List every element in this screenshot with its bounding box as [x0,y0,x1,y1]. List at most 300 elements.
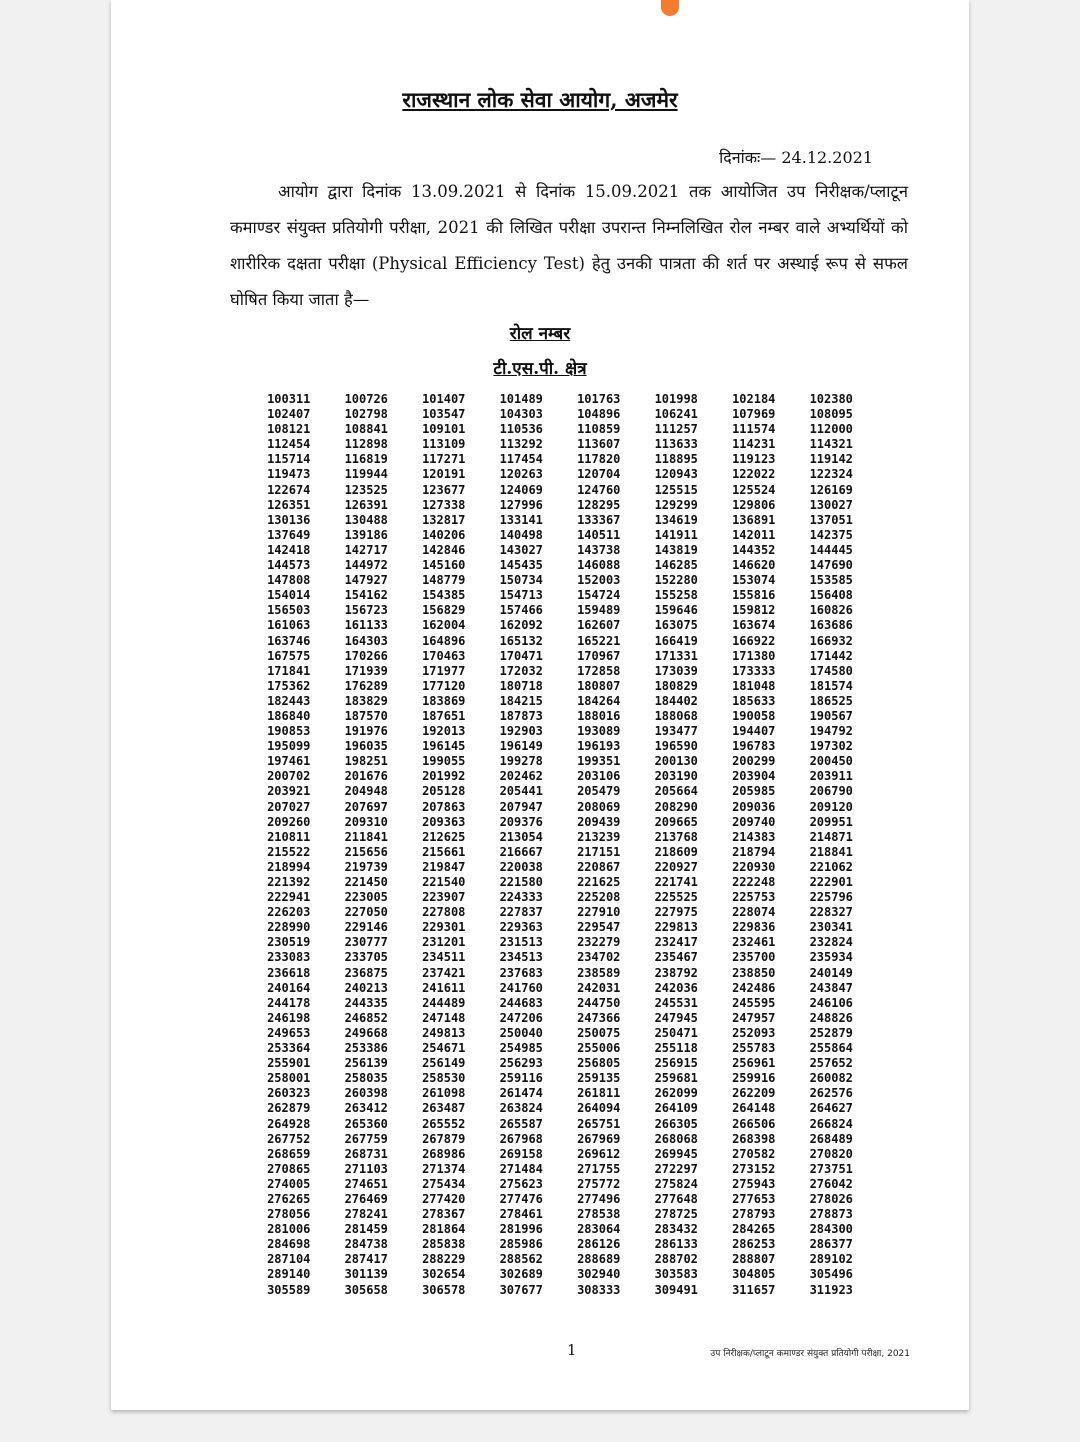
roll-number: 284698 [267,1237,311,1252]
roll-number: 281006 [267,1222,311,1237]
roll-number: 182443 [267,693,311,708]
roll-number: 237683 [499,965,543,980]
roll-number: 187651 [422,708,466,723]
roll-number: 244683 [499,995,543,1010]
roll-number: 176289 [344,678,388,693]
roll-number: 284738 [344,1237,388,1252]
roll-number: 197461 [267,754,311,769]
roll-number: 127996 [499,497,543,512]
roll-number: 230519 [267,935,311,950]
roll-number: 259116 [499,1071,543,1086]
roll-number: 273152 [732,1161,776,1176]
roll-number: 278538 [577,1207,621,1222]
roll-number: 221741 [654,875,698,889]
roll-row [250,784,870,799]
roll-number: 233705 [344,950,388,965]
roll-number: 205441 [499,784,543,799]
roll-number: 213239 [577,829,621,844]
roll-number: 117271 [422,452,466,467]
roll-number: 286377 [809,1237,853,1252]
roll-number: 227808 [422,905,466,920]
roll-number: 277496 [577,1191,621,1206]
roll-number: 192013 [422,724,466,739]
roll-number: 184402 [654,693,698,708]
roll-number: 306578 [422,1282,466,1297]
roll-number: 244178 [267,995,311,1010]
roll-number: 278026 [809,1191,853,1206]
roll-number: 159489 [577,603,621,618]
roll-number: 203106 [577,769,621,784]
roll-row [250,483,870,498]
roll-number: 236875 [344,965,388,980]
roll-number: 114231 [732,437,776,452]
roll-number: 268659 [267,1146,311,1161]
roll-number: 270582 [732,1146,776,1161]
roll-number: 242486 [732,980,776,995]
roll-number: 146285 [654,558,698,573]
roll-number: 163746 [267,633,311,648]
roll-number: 108121 [267,422,311,437]
roll-number: 225796 [809,890,853,905]
roll-row [250,920,870,935]
roll-number: 108095 [809,407,853,422]
notice-paragraph: आयोग द्वारा दिनांक 13.09.2021 से दिनांक 15.09.2021 तक आयोजित उप निरीक्षक/प्लाटून कमाण्डर संयुक्त प्रतियोगी परीक्षा, 2021 की लिखित परीक्षा उपरान्त निम्नलिखित रोल नम्बर वाले अभ्यर्थियों को शारीरिक दक्षता परीक्षा (Physical Efficiency Test) हेतु उनकी पात्रता की शर्त पर अस्थाई रूप से सफल घोषित किया जाता है— [230,182,908,309]
roll-number: 275943 [732,1176,776,1191]
roll-number: 272297 [654,1161,698,1176]
roll-number: 256293 [499,1056,543,1071]
roll-number: 227837 [499,905,543,920]
roll-number: 286133 [654,1237,698,1252]
roll-number: 261474 [499,1086,543,1101]
roll-number: 183829 [344,693,388,708]
roll-number: 111257 [654,422,698,437]
roll-number: 244335 [344,995,388,1010]
roll-number: 170463 [422,648,466,663]
roll-number: 221540 [422,875,466,889]
roll-number: 102380 [809,392,853,406]
roll-number: 147927 [344,573,388,588]
roll-row [250,452,870,467]
roll-number: 277476 [499,1191,543,1206]
roll-number: 199055 [422,754,466,769]
roll-number: 232461 [732,935,776,950]
roll-number: 232824 [809,935,853,950]
roll-row [250,769,870,784]
roll-number: 112000 [809,422,853,437]
roll-number: 122324 [809,467,853,482]
roll-number: 171977 [422,663,466,678]
roll-number: 154014 [267,588,311,603]
roll-number: 209363 [422,814,466,829]
roll-number: 209951 [809,814,853,829]
roll-number: 112454 [267,437,311,452]
roll-number: 196783 [732,739,776,754]
roll-number: 199351 [577,754,621,769]
roll-number: 102407 [267,407,311,422]
roll-number: 120704 [577,467,621,482]
roll-number: 164896 [422,633,466,648]
roll-row [250,905,870,920]
roll-row [250,754,870,769]
roll-number: 229836 [732,920,776,935]
roll-number: 231513 [499,935,543,950]
roll-number: 241760 [499,980,543,995]
roll-number: 224333 [499,890,543,905]
roll-number: 301139 [344,1267,388,1282]
roll-number: 265751 [577,1116,621,1131]
roll-number: 163075 [654,618,698,633]
roll-number: 200450 [809,754,853,769]
roll-number: 209036 [732,799,776,814]
roll-row [250,845,870,860]
roll-number: 262879 [267,1101,311,1116]
roll-number: 172032 [499,663,543,678]
roll-number: 222248 [732,875,776,889]
roll-number: 118895 [654,452,698,467]
roll-number: 128295 [577,497,621,512]
roll-number: 218609 [654,844,698,859]
roll-number: 181048 [732,678,776,693]
roll-number: 227975 [654,905,698,920]
roll-number: 259681 [654,1071,698,1086]
roll-number: 247945 [654,1010,698,1025]
roll-number: 256139 [344,1056,388,1071]
roll-number: 264928 [267,1116,311,1131]
roll-number: 305658 [344,1282,388,1297]
roll-row [250,573,870,588]
roll-number: 155258 [654,588,698,603]
roll-number: 253364 [267,1041,311,1056]
roll-number: 304805 [732,1267,776,1282]
roll-number: 266824 [809,1116,853,1131]
roll-number: 247957 [732,1010,776,1025]
roll-number: 213054 [499,829,543,844]
roll-number: 196145 [422,739,466,754]
roll-number: 198251 [344,754,388,769]
roll-number: 162004 [422,618,466,633]
roll-row [250,694,870,709]
roll-number: 271103 [344,1161,388,1176]
roll-number: 267969 [577,1131,621,1146]
roll-number: 171331 [654,648,698,663]
roll-number: 238589 [577,965,621,980]
roll-number: 225208 [577,890,621,905]
roll-number: 245531 [654,995,698,1010]
roll-number: 303583 [654,1267,698,1282]
roll-number: 216667 [499,844,543,859]
roll-number: 104896 [577,407,621,422]
roll-number: 278461 [499,1207,543,1222]
roll-number: 232417 [654,935,698,950]
roll-number: 115714 [267,452,311,467]
roll-number: 163674 [732,618,776,633]
roll-number: 238792 [654,965,698,980]
roll-number: 287417 [344,1252,388,1267]
roll-row [250,966,870,981]
roll-number: 119473 [267,467,311,482]
roll-number: 215661 [422,844,466,859]
roll-number: 284300 [809,1222,853,1237]
roll-number: 263824 [499,1101,543,1116]
roll-number: 276265 [267,1191,311,1206]
roll-number: 156829 [422,603,466,618]
roll-number: 122674 [267,482,311,497]
roll-number: 142717 [344,542,388,557]
roll-number: 133367 [577,512,621,527]
roll-number: 236618 [267,965,311,980]
roll-number: 289140 [267,1267,311,1282]
roll-number: 209120 [809,799,853,814]
roll-number: 227050 [344,905,388,920]
roll-number: 249668 [344,1025,388,1040]
roll-number: 140511 [577,527,621,542]
roll-number: 110859 [577,422,621,437]
roll-number: 237421 [422,965,466,980]
roll-number: 145435 [499,558,543,573]
roll-number: 120943 [654,467,698,482]
roll-number: 229547 [577,920,621,935]
roll-number: 175362 [267,678,311,693]
roll-number: 184215 [499,693,543,708]
roll-number: 101763 [577,392,621,406]
roll-number: 190058 [732,708,776,723]
roll-number: 166922 [732,633,776,648]
roll-number: 271755 [577,1161,621,1176]
roll-number: 142846 [422,542,466,557]
roll-number: 235700 [732,950,776,965]
roll-number: 244750 [577,995,621,1010]
roll-number: 165221 [577,633,621,648]
roll-row [250,1283,870,1298]
roll-number: 230341 [809,920,853,935]
roll-number: 234702 [577,950,621,965]
roll-number: 260082 [809,1071,853,1086]
roll-row [250,875,870,890]
roll-number: 249653 [267,1025,311,1040]
roll-number: 278725 [654,1207,698,1222]
roll-number: 285838 [422,1237,466,1252]
roll-row [250,437,870,452]
roll-number: 154162 [344,588,388,603]
roll-number: 180718 [499,678,543,693]
roll-number: 286126 [577,1237,621,1252]
roll-number: 266506 [732,1116,776,1131]
roll-number: 113292 [499,437,543,452]
roll-row [250,1056,870,1071]
roll-number: 144445 [809,542,853,557]
roll-number: 244489 [422,995,466,1010]
roll-number: 205128 [422,784,466,799]
roll-number: 247366 [577,1010,621,1025]
roll-number: 171380 [732,648,776,663]
roll-number: 142011 [732,527,776,542]
roll-number: 265360 [344,1116,388,1131]
roll-number: 288229 [422,1252,466,1267]
roll-number: 269158 [499,1146,543,1161]
roll-number: 309491 [654,1282,698,1297]
roll-row [250,1252,870,1267]
roll-number: 283432 [654,1222,698,1237]
roll-number: 257652 [809,1056,853,1071]
roll-number: 278056 [267,1207,311,1222]
roll-number: 153585 [809,573,853,588]
roll-number: 126169 [809,482,853,497]
roll-number: 289102 [809,1252,853,1267]
document-date: दिनांकः— 24.12.2021 [719,148,873,167]
roll-number: 229146 [344,920,388,935]
roll-number: 196590 [654,739,698,754]
roll-number: 125515 [654,482,698,497]
roll-number: 137051 [809,512,853,527]
roll-number: 262099 [654,1086,698,1101]
roll-number: 187873 [499,708,543,723]
roll-number: 231201 [422,935,466,950]
roll-number: 227910 [577,905,621,920]
roll-number: 161133 [344,618,388,633]
roll-number: 123677 [422,482,466,497]
roll-number: 152280 [654,573,698,588]
roll-number: 167575 [267,648,311,663]
roll-number: 203921 [267,784,311,799]
roll-number: 223005 [344,890,388,905]
roll-number: 117820 [577,452,621,467]
roll-number: 180829 [654,678,698,693]
roll-row [250,513,870,528]
roll-row [250,1237,870,1252]
roll-row [250,996,870,1011]
roll-number: 147808 [267,573,311,588]
roll-row [250,618,870,633]
roll-number: 107969 [732,407,776,422]
roll-number: 188016 [577,708,621,723]
roll-number: 209665 [654,814,698,829]
roll-number: 123525 [344,482,388,497]
roll-number: 229813 [654,920,698,935]
roll-row [250,1026,870,1041]
roll-number: 276469 [344,1191,388,1206]
roll-number: 162607 [577,618,621,633]
roll-number: 264148 [732,1101,776,1116]
roll-number: 307677 [499,1282,543,1297]
roll-number: 100726 [344,392,388,406]
roll-number: 267879 [422,1131,466,1146]
roll-number: 222941 [267,890,311,905]
roll-number: 188068 [654,708,698,723]
roll-number: 140206 [422,527,466,542]
roll-number: 186525 [809,693,853,708]
roll-number: 185633 [732,693,776,708]
roll-number: 305496 [809,1267,853,1282]
roll-number: 120263 [499,467,543,482]
roll-number: 242031 [577,980,621,995]
roll-number: 285986 [499,1237,543,1252]
roll-number: 200130 [654,754,698,769]
roll-row [250,1086,870,1101]
roll-number: 153074 [732,573,776,588]
roll-row [250,1132,870,1147]
roll-number: 102184 [732,392,776,406]
roll-number: 247148 [422,1010,466,1025]
roll-row [250,1101,870,1116]
roll-number: 270820 [809,1146,853,1161]
roll-number: 156408 [809,588,853,603]
roll-number: 265552 [422,1116,466,1131]
roll-number: 186840 [267,708,311,723]
roll-number: 195099 [267,739,311,754]
roll-number: 213768 [654,829,698,844]
roll-number: 139186 [344,527,388,542]
roll-number: 147690 [809,558,853,573]
roll-number: 221580 [499,875,543,889]
roll-number: 157466 [499,603,543,618]
roll-number: 180807 [577,678,621,693]
roll-row [250,1207,870,1222]
roll-number: 311657 [732,1282,776,1297]
roll-number: 207947 [499,799,543,814]
roll-number: 234513 [499,950,543,965]
roll-number: 235467 [654,950,698,965]
roll-row [250,498,870,513]
roll-number: 273751 [809,1161,853,1176]
roll-number: 278793 [732,1207,776,1222]
roll-number: 269945 [654,1146,698,1161]
roll-number: 268398 [732,1131,776,1146]
roll-number: 277653 [732,1191,776,1206]
roll-number: 102798 [344,407,388,422]
roll-number: 173333 [732,663,776,678]
roll-number: 286253 [732,1237,776,1252]
roll-number: 205985 [732,784,776,799]
roll-number: 264094 [577,1101,621,1116]
roll-number: 177120 [422,678,466,693]
roll-number: 122022 [732,467,776,482]
roll-number: 104303 [499,407,543,422]
roll-number: 267752 [267,1131,311,1146]
roll-number: 193089 [577,724,621,739]
roll-number: 274651 [344,1176,388,1191]
roll-number: 228074 [732,905,776,920]
roll-number: 263487 [422,1101,466,1116]
roll-number: 252879 [809,1025,853,1040]
roll-number: 255864 [809,1041,853,1056]
roll-number: 194407 [732,724,776,739]
roll-number: 219739 [344,859,388,874]
roll-number: 119123 [732,452,776,467]
roll-number: 218841 [809,844,853,859]
roll-row [250,1222,870,1237]
roll-number: 258530 [422,1071,466,1086]
roll-number: 209260 [267,814,311,829]
roll-number: 218794 [732,844,776,859]
roll-number: 119142 [809,452,853,467]
roll-number: 113109 [422,437,466,452]
roll-number: 192903 [499,724,543,739]
roll-number: 159646 [654,603,698,618]
roll-number: 120191 [422,467,466,482]
roll-row [250,664,870,679]
roll-number: 148779 [422,573,466,588]
roll-number: 260398 [344,1086,388,1101]
roll-number: 136891 [732,512,776,527]
roll-number: 240213 [344,980,388,995]
roll-number: 207697 [344,799,388,814]
roll-number: 214871 [809,829,853,844]
roll-number: 288702 [654,1252,698,1267]
roll-number: 277648 [654,1191,698,1206]
roll-row [250,709,870,724]
roll-number: 220867 [577,859,621,874]
roll-number: 154385 [422,588,466,603]
